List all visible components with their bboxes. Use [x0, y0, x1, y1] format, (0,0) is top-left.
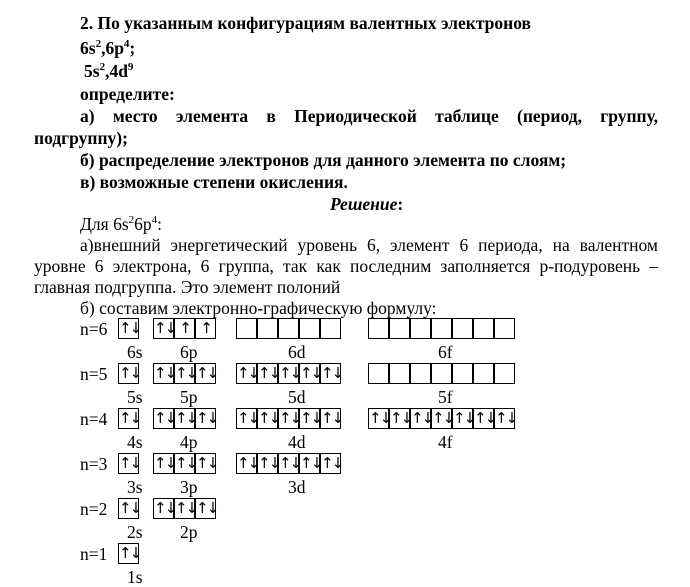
- sublevel-label-p: 6p: [180, 342, 198, 362]
- config-2: $5s^2,4d^9$: [84, 61, 134, 81]
- task-item-b: б) распределение электронов для данного элемента по слоям;: [80, 150, 567, 170]
- sublevel-label-f: 5f: [438, 387, 453, 407]
- sublevel-label-f: 4f: [438, 432, 453, 452]
- determine-label: определите:: [80, 84, 175, 104]
- level-row: [0, 408, 690, 452]
- orbital-cell-f: ↑↓: [495, 409, 517, 427]
- orbital-cell-p: ↑↓: [175, 499, 197, 517]
- level-row: [0, 363, 690, 407]
- sublevel-label-p: 4p: [180, 432, 198, 452]
- orbital-cell-d: ↑↓: [300, 454, 322, 472]
- orbital-cell-f: [452, 318, 473, 339]
- orbital-cell-f: [410, 363, 431, 384]
- sublevel-label-s: 5s: [127, 387, 143, 407]
- solution-para-a-line2: уровне 6 электрона, 6 группа, так как последним заполняется р-подуровень –: [34, 256, 658, 276]
- task-item-c: в) возможные степени окисления.: [80, 172, 348, 192]
- level-row: [0, 453, 690, 497]
- level-row: [0, 543, 690, 587]
- level-label: n=4: [80, 409, 108, 429]
- orbital-cell-p: ↑↓: [175, 454, 197, 472]
- orbital-cell-f: [368, 318, 389, 339]
- sublevel-label-p: 2p: [180, 522, 198, 542]
- orbital-cell-p: ↑↓: [175, 364, 197, 382]
- sublevel-label-s: 6s: [127, 342, 143, 362]
- orbital-cell-f: [431, 363, 452, 384]
- sublevel-label-s: 4s: [127, 432, 143, 452]
- sublevel-label-s: 1s: [127, 567, 143, 587]
- orbital-cell-d: ↑↓: [237, 454, 259, 472]
- config-1: $6s^2,6p^4$;: [80, 38, 136, 58]
- orbital-cell-f: ↑↓: [411, 409, 433, 427]
- orbital-cell-f: [494, 363, 515, 384]
- task-title-line: [80, 13, 531, 34]
- solution-heading: Решение:: [330, 194, 404, 214]
- orbital-cell-f: [452, 363, 473, 384]
- orbital-cell-d: ↑↓: [258, 364, 280, 382]
- level-row: [0, 498, 690, 542]
- sublevel-label-d: 3d: [288, 477, 306, 497]
- orbital-cell-p: ↑↓: [154, 499, 176, 517]
- orbital-cell-f: [410, 318, 431, 339]
- sublevel-label-p: 3p: [180, 477, 198, 497]
- orbital-cell-f: [473, 363, 494, 384]
- orbital-cell-s: ↑↓: [119, 409, 141, 427]
- orbital-cell-p: ↑↓: [196, 499, 218, 517]
- orbital-cell-p: ↑↓: [196, 409, 218, 427]
- orbital-cell-f: [368, 363, 389, 384]
- orbital-cell-p: ↑↓: [154, 364, 176, 382]
- orbital-cell-d: ↑↓: [279, 364, 301, 382]
- orbital-cell-f: [389, 363, 410, 384]
- solution-para-a-line3: главная подгруппа. Это элемент полоний: [34, 277, 341, 297]
- level-label: n=1: [80, 544, 108, 564]
- orbital-cell-f: [473, 318, 494, 339]
- orbital-cell-p: ↑↓: [154, 454, 176, 472]
- sublevel-label-f: 6f: [438, 342, 453, 362]
- orbital-cell-s: ↑↓: [119, 499, 141, 517]
- orbital-cell-f: [389, 318, 410, 339]
- orbital-cell-f: ↑↓: [474, 409, 496, 427]
- orbital-cell-p: ↑: [195, 318, 216, 339]
- orbital-cell-s: ↑↓: [119, 319, 141, 337]
- for-config-label: Для $6s^26p^4$:: [80, 214, 163, 234]
- sublevel-label-d: 5d: [288, 387, 306, 407]
- orbital-cell-d: ↑↓: [279, 454, 301, 472]
- orbital-cell-d: ↑↓: [300, 364, 322, 382]
- orbital-cell-f: ↑↓: [453, 409, 475, 427]
- orbital-cell-d: [257, 318, 278, 339]
- solution-para-b: б) составим электронно-графическую формулу:: [80, 298, 437, 318]
- sublevel-label-p: 5p: [180, 387, 198, 407]
- orbital-cell-d: ↑↓: [321, 364, 343, 382]
- orbital-cell-f: [431, 318, 452, 339]
- solution-para-a-line1: а)внешний энергетический уровень 6, элемент 6 периода, на валентном: [80, 235, 658, 255]
- orbital-cell-f: ↑↓: [390, 409, 412, 427]
- level-label: n=2: [80, 499, 108, 519]
- orbital-cell-d: [320, 318, 341, 339]
- task-item-a-line2: подгруппу);: [34, 128, 128, 148]
- task-title: По указанным конфигурациям валентных электронов: [97, 13, 531, 33]
- sublevel-label-s: 3s: [127, 477, 143, 497]
- orbital-cell-p: ↑↓: [196, 364, 218, 382]
- orbital-cell-s: ↑↓: [119, 364, 141, 382]
- orbital-cell-f: ↑↓: [369, 409, 391, 427]
- orbital-cell-d: ↑↓: [279, 409, 301, 427]
- sublevel-label-d: 4d: [288, 432, 306, 452]
- orbital-cell-f: [494, 318, 515, 339]
- orbital-cell-d: [299, 318, 320, 339]
- orbital-cell-d: ↑↓: [321, 454, 343, 472]
- orbital-cell-p: ↑: [174, 318, 195, 339]
- orbital-cell-d: [236, 318, 257, 339]
- orbital-cell-f: ↑↓: [432, 409, 454, 427]
- orbital-cell-p: ↑↓: [196, 454, 218, 472]
- sublevel-label-s: 2s: [127, 522, 143, 542]
- sublevel-label-d: 6d: [288, 342, 306, 362]
- orbital-cell-p: ↑↓: [154, 319, 176, 337]
- orbital-cell-s: ↑↓: [119, 454, 141, 472]
- orbital-cell-p: ↑↓: [175, 409, 197, 427]
- orbital-cell-p: ↑↓: [154, 409, 176, 427]
- orbital-cell-s: ↑↓: [119, 544, 141, 562]
- level-label: n=5: [80, 364, 108, 384]
- orbital-cell-d: ↑↓: [321, 409, 343, 427]
- orbital-cell-d: ↑↓: [300, 409, 322, 427]
- task-item-a-line1: а) место элемента в Периодической таблице (период, группу,: [80, 106, 658, 126]
- orbital-cell-d: ↑↓: [258, 454, 280, 472]
- orbital-cell-d: ↑↓: [237, 364, 259, 382]
- orbital-cell-d: [278, 318, 299, 339]
- level-label: n=3: [80, 454, 108, 474]
- task-number: 2.: [80, 13, 94, 33]
- level-label: n=6: [80, 319, 108, 339]
- level-row: [0, 318, 690, 362]
- orbital-cell-d: ↑↓: [258, 409, 280, 427]
- orbital-cell-d: ↑↓: [237, 409, 259, 427]
